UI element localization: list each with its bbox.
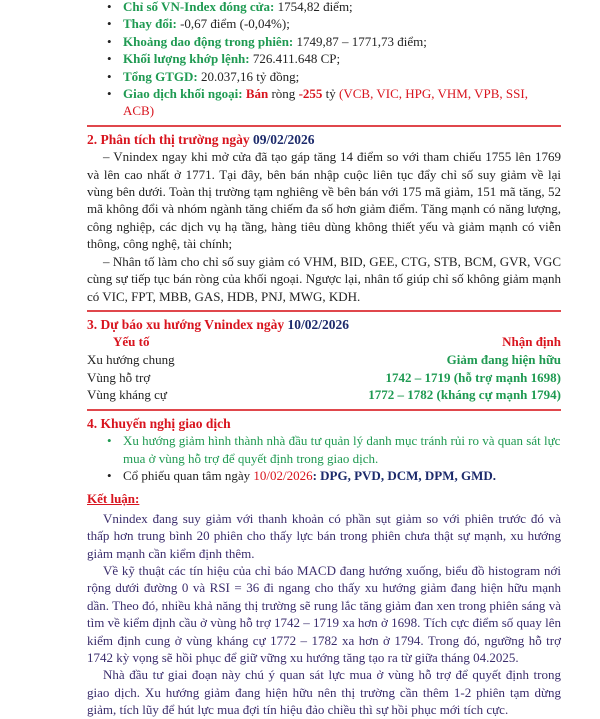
summary-item: • Tổng GTGD: 20.037,16 tỷ đồng; bbox=[87, 68, 561, 85]
foreign-trading-item: • Giao dịch khối ngoại: Bán ròng -255 tỷ (VCB, VIC, HPG, VHM, VPB, SSI, ACB) bbox=[87, 85, 561, 120]
table-row: Xu hướng chung Giảm đang hiện hữu bbox=[87, 352, 561, 367]
table-row: Vùng hỗ trợ 1742 – 1719 (hỗ trợ mạnh 1698) bbox=[87, 369, 561, 385]
summary-item: • Thay đổi: -0,67 điểm (-0,04%); bbox=[87, 15, 561, 32]
summary-item: • Khoảng dao động trong phiên: 1749,87 – 1771,73 điểm; bbox=[87, 33, 561, 50]
market-summary-list bbox=[87, 0, 561, 120]
summary-item: • Chỉ số VN-Index đóng cửa: 1754,82 điểm; bbox=[87, 0, 561, 15]
table-header-row: Yếu tố Nhận định bbox=[113, 334, 561, 350]
section-divider bbox=[87, 125, 561, 127]
conclusion-paragraph: Nhà đầu tư giai đoạn này chú ý quan sát lực mua ở vùng hỗ trợ để quyết định trong giao dịch. Xu hướng giảm đang hiện hữu nên thị trường cần thêm 1-2 phiên tạm dừng giảm, tích lũy để hút lực mua đợi tín hiệu đảo chiều thì sự hồi phục mới tích cực. bbox=[87, 667, 561, 718]
conclusion-paragraph: Vnindex đang suy giảm với thanh khoản có phần sụt giảm so với phiên trước đó và thấp hơn trung bình 20 phiên cho thấy lực bán trong phiên chưa thật sự mạnh, xu hướng giảm mạnh cần kiểm định thêm. bbox=[87, 510, 561, 561]
forecast-table bbox=[87, 333, 561, 403]
report-document bbox=[87, 0, 561, 719]
section-divider bbox=[87, 310, 561, 312]
recommendation-item: • Cổ phiếu quan tâm ngày 10/02/2026: DPG, PVD, DCM, DPM, GMD. bbox=[87, 467, 561, 484]
analysis-paragraph: – Nhân tố làm cho chỉ số suy giảm có VHM, BID, GEE, CTG, STB, BCM, GVR, VGC cùng sự tiếp tục bán ròng của khối ngoại. Ngược lại, nhân tố giúp chỉ số không giảm mạnh có VIC, FPT, MBB, GAS, HDB, PNJ, MWG, KDH. bbox=[87, 253, 561, 304]
conclusion-heading: Kết luận: bbox=[87, 491, 140, 507]
section-3-heading: 3. Dự báo xu hướng Vnindex ngày 10/02/2026 bbox=[87, 316, 350, 332]
analysis-paragraph: – Vnindex ngay khi mở cửa đã tạo gáp tăng 14 điểm so với tham chiếu 1755 lên 1769 và lên cao nhất ở 1771. Tại đây, bên bán nhập cuộc liên tục đẩy chỉ số suy giảm về lại vùng bên dưới. Toàn thị trường tạm nghiêng về bên bán với 175 mã giảm, 151 mã tăng, 52 mã không đổi và nhóm ngành tăng chiếm đa số hơn giảm điểm. Tăng mạnh có năng lượng, công nghiệp, các dịch vụ hạ tầng, hàng tiêu dùng không thiết yếu và giảm mạnh có viễn thông, công nghệ, tài chính; bbox=[87, 149, 561, 252]
section-divider bbox=[87, 409, 561, 411]
recommendation-list bbox=[87, 432, 561, 484]
section-2-heading: 2. Phân tích thị trường ngày 09/02/2026 bbox=[87, 131, 315, 147]
section-4-heading: 4. Khuyến nghị giao dịch bbox=[87, 415, 231, 431]
recommendation-item: • Xu hướng giảm hình thành nhà đầu tư quản lý danh mục tránh rủi ro và quan sát lực mua ở vùng hỗ trợ để quyết định trong giao dịch. bbox=[87, 432, 561, 467]
conclusion-body bbox=[87, 510, 561, 719]
conclusion-paragraph: Về kỹ thuật các tín hiệu của chỉ báo MACD đang hướng xuống, biểu đồ histogram nới rộng dưới đường 0 và RSI = 36 đi ngang cho thấy xu hướng giảm đang hiện hữu mạnh dần. Theo đó, nhiều khả năng thị trường sẽ rung lắc tăng giảm đan xen trong phiên sáng và tìm về kiểm định cầu ở vùng hỗ trợ 1742 – 1719 xa hơn ở 1698. Tích cực điểm số quay lên kiểm định cung ở vùng kháng cự 1772 – 1782 xa hơn ở 1794. Trong đó, ngưỡng hỗ trợ 1742 kỳ vọng sẽ hồi phục để giữ vững xu hướng tăng tạo ra từ giữa tháng 04.2025. bbox=[87, 562, 561, 665]
table-row: Vùng kháng cự 1772 – 1782 (kháng cự mạnh 1794) bbox=[87, 387, 561, 403]
summary-item: • Khối lượng khớp lệnh: 726.411.648 CP; bbox=[87, 50, 561, 67]
